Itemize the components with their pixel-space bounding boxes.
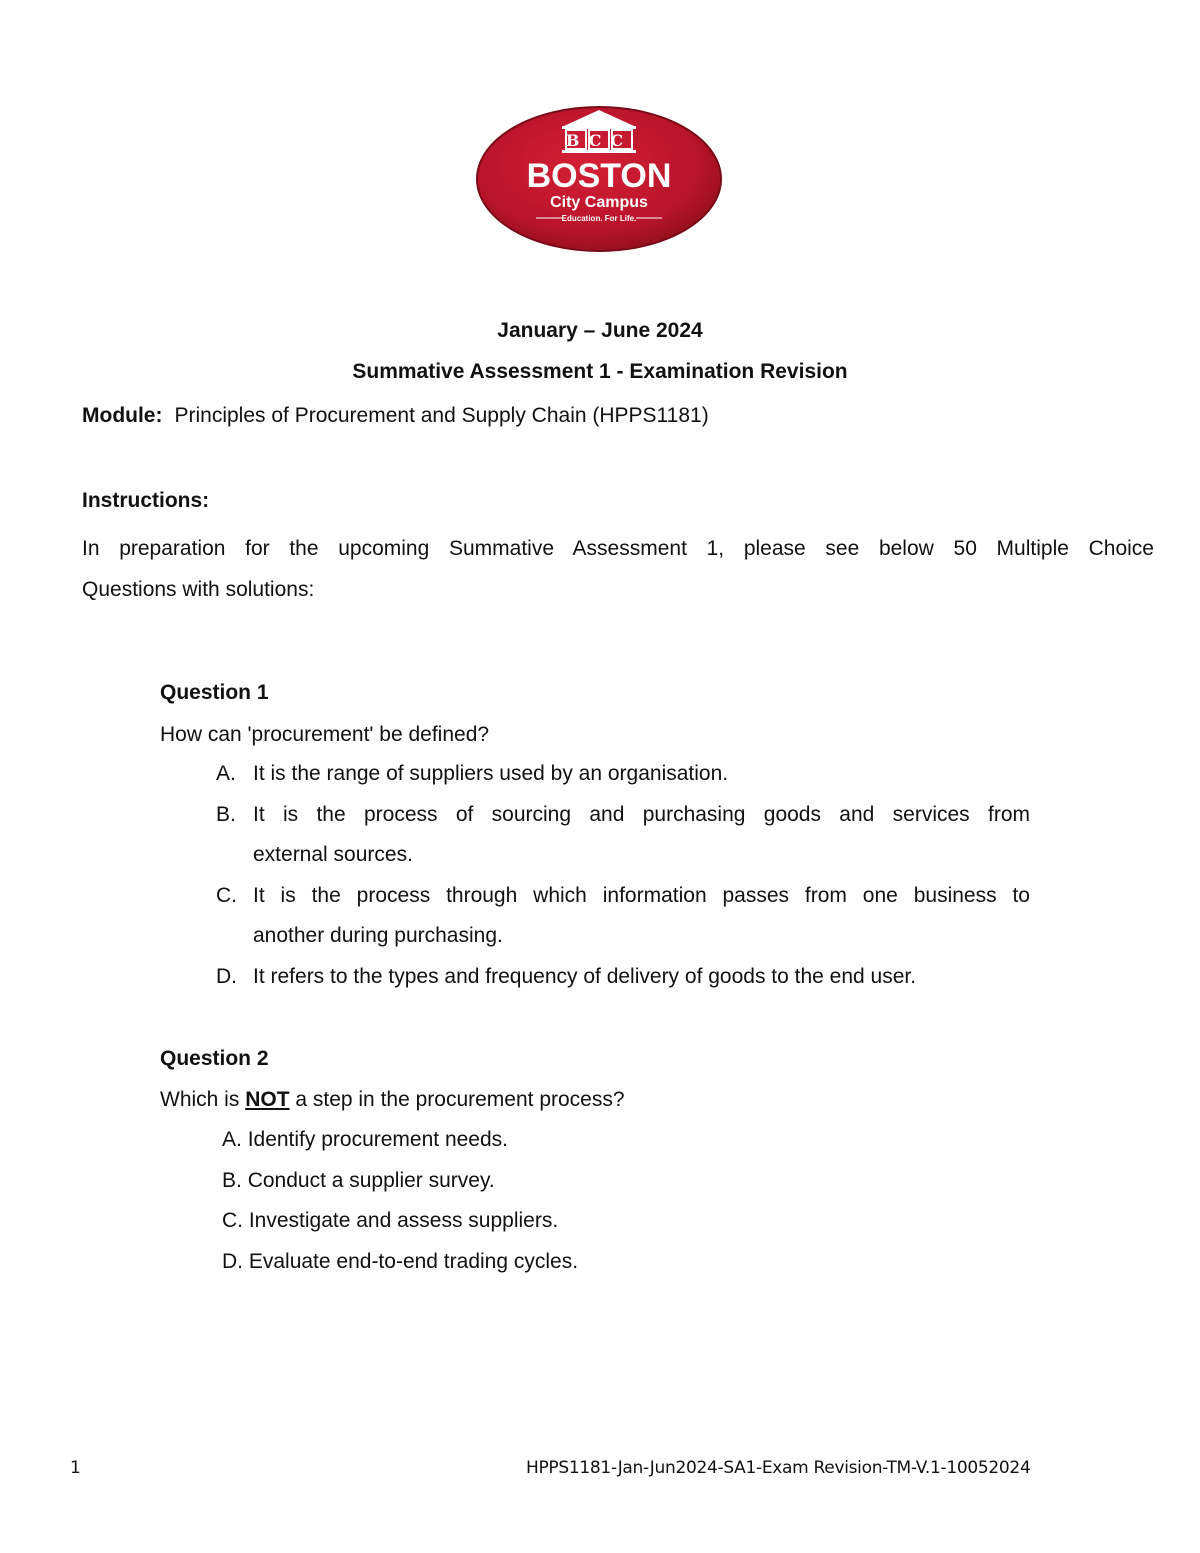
instructions-line-2: Questions with solutions:: [82, 578, 315, 601]
question-2-text-after: a step in the procurement process?: [289, 1088, 625, 1111]
option-marker: C.: [216, 883, 237, 907]
question-2-options: [222, 1120, 578, 1282]
document-code: HPPS1181-Jan-Jun2024-SA1-Exam Revision-TM-V.1-10052024: [526, 1458, 1031, 1478]
option-marker: B.: [222, 1168, 242, 1192]
question-1-option-c: [216, 876, 1030, 957]
question-1-options: [216, 754, 1030, 997]
logo-subname: City Campus: [550, 194, 648, 211]
module-value: Principles of Procurement and Supply Chain (HPPS1181): [174, 404, 709, 427]
option-text: Identify procurement needs.: [247, 1128, 509, 1151]
option-text: Investigate and assess suppliers.: [248, 1209, 559, 1232]
question-2-option-c: [222, 1201, 578, 1242]
logo-name: BOSTON: [526, 157, 672, 195]
module-line: [82, 404, 709, 428]
option-text: It refers to the types and frequency of delivery of goods to the end user.: [253, 964, 917, 988]
instructions-text: [82, 528, 1154, 610]
instructions-heading: Instructions:: [82, 489, 210, 512]
question-1-option-b: [216, 795, 1030, 876]
boston-city-campus-logo: [474, 104, 724, 254]
logo-graphic: [474, 104, 724, 254]
option-marker: D.: [216, 964, 237, 988]
question-2-emphasis: NOT: [245, 1088, 290, 1111]
option-marker: A.: [216, 762, 236, 785]
question-2-text-before: Which is: [160, 1088, 246, 1111]
question-1-option-a: [216, 754, 1030, 795]
module-label: Module:: [82, 404, 163, 427]
option-text-line-1: It is the process of sourcing and purchasing goods and services from: [253, 802, 1030, 826]
option-text: Conduct a supplier survey.: [247, 1168, 495, 1192]
question-2-option-b: [222, 1161, 578, 1202]
question-1-option-d: [216, 957, 1030, 998]
question-2-option-d: [222, 1242, 578, 1283]
question-1-heading: Question 1: [160, 681, 269, 704]
instructions-line-1: In preparation for the upcoming Summative Assessment 1, please see below 50 Multiple Choice: [82, 537, 1154, 560]
option-text: Evaluate end-to-end trading cycles.: [248, 1249, 579, 1273]
document-title: Summative Assessment 1 - Examination Revision: [352, 360, 848, 383]
question-2-heading: Question 2: [160, 1047, 269, 1070]
question-1-text: How can 'procurement' be defined?: [160, 723, 490, 746]
option-marker: C.: [222, 1209, 243, 1232]
page-number: 1: [70, 1458, 81, 1478]
option-marker: D.: [222, 1249, 243, 1273]
option-text-line-2: external sources.: [253, 843, 413, 866]
option-text-line-2: another during purchasing.: [253, 924, 503, 947]
logo-monogram: BCC: [565, 131, 633, 150]
option-text: It is the range of suppliers used by an organisation.: [253, 762, 729, 785]
option-text-line-1: It is the process through which information passes from one business to: [253, 883, 1030, 907]
option-marker: A.: [222, 1128, 242, 1151]
logo-tagline: Education. For Life.: [561, 214, 637, 223]
question-2-text: [160, 1088, 625, 1112]
date-range: January – June 2024: [497, 319, 703, 342]
question-2-option-a: [222, 1120, 578, 1161]
option-marker: B.: [216, 802, 236, 826]
